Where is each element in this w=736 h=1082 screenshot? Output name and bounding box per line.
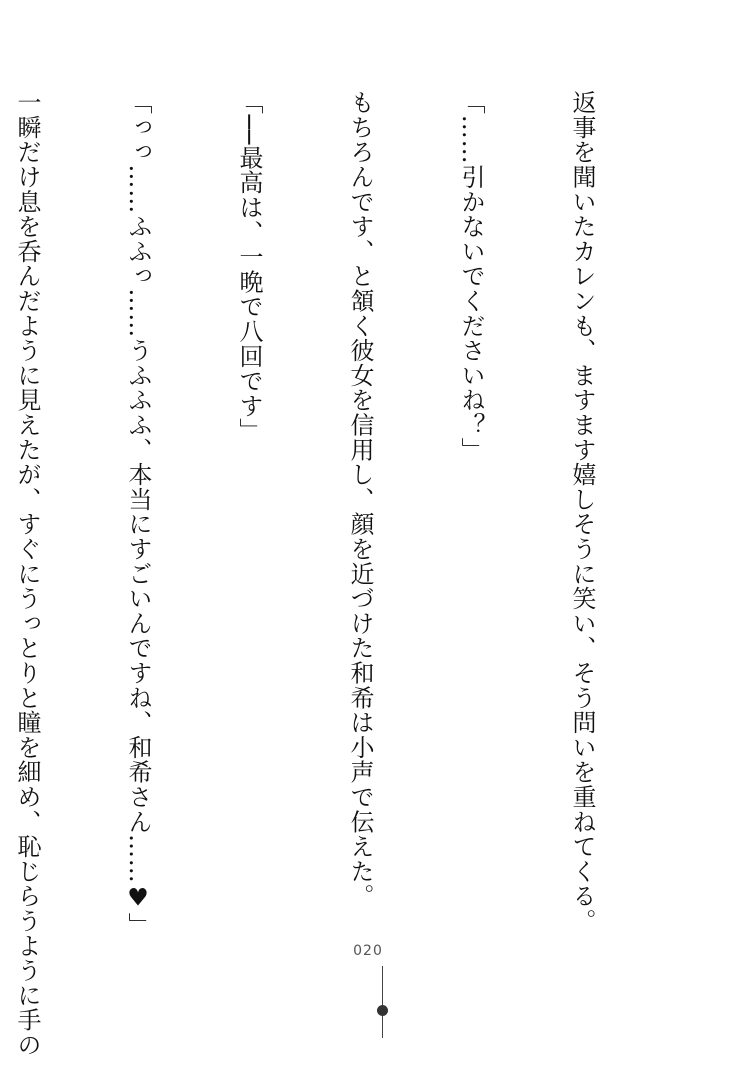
text-line: 「──最高は、一晩で八回です」 [235, 90, 263, 443]
footer-dot-ornament [377, 1005, 388, 1016]
text-line: 返事を聞いたカレンも、ますます嬉しそうに笑い、そう問いを重ねてくる。 [568, 90, 596, 934]
text-line: 一瞬だけ息を呑んだように見えたが、すぐにうっとりと瞳を細め、恥じらうように手の [13, 90, 41, 1058]
text-line: 「っっ……ふふっ……うふふふ、本当にすごいんですね、和希さん……♥」 [124, 90, 152, 938]
footer-rule [382, 966, 383, 1038]
text-line: もちろんです、と頷く彼女を信用し、顔を近づけた和希は小声で伝えた。 [346, 90, 374, 909]
text-line: 「……引かないでくださいね？」 [457, 90, 485, 462]
page-number: 020 [353, 943, 383, 959]
